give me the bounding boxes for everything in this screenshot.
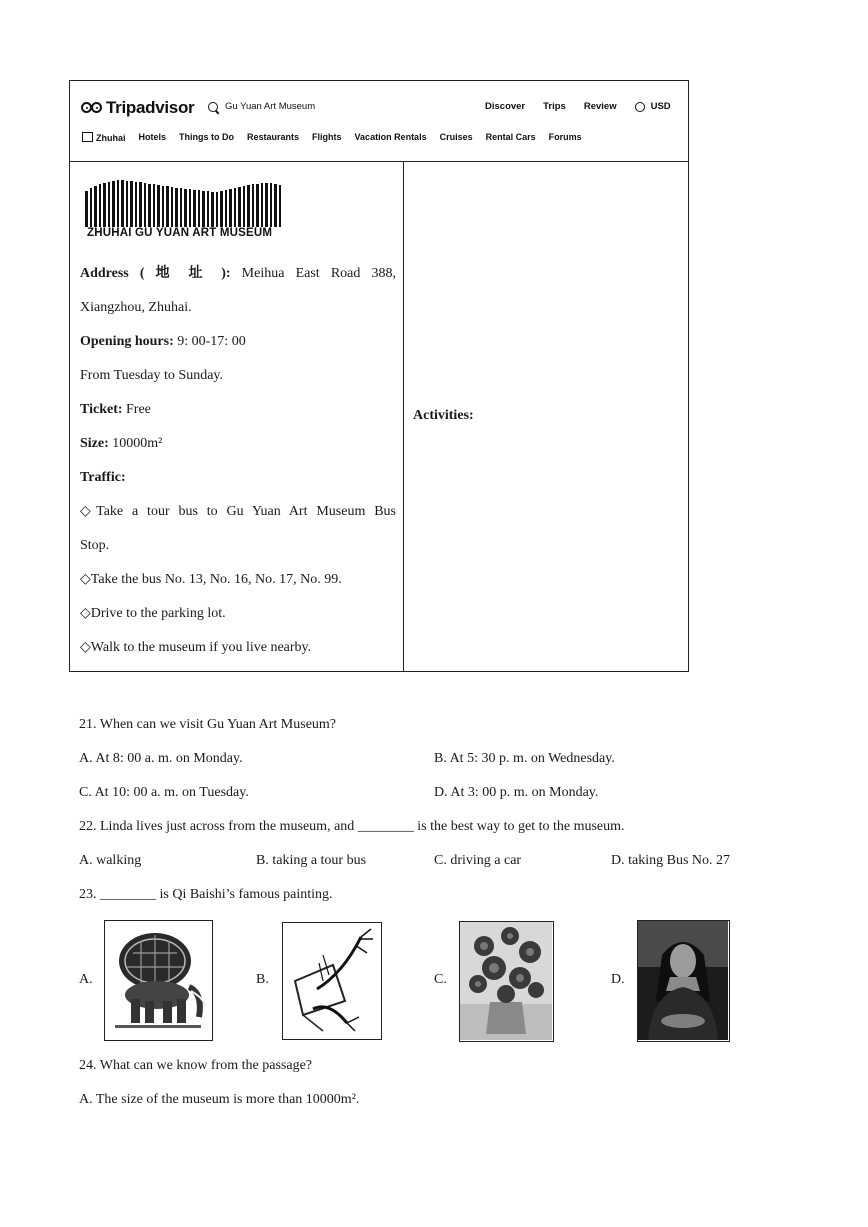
- nav-forums[interactable]: Forums: [548, 132, 582, 142]
- traffic-item-4: ◇Walk to the museum if you live nearby.: [80, 640, 312, 655]
- traffic-label-text: Traffic:: [80, 470, 126, 485]
- question-24: 24. What can we know from the passage?: [79, 1058, 312, 1073]
- q23-option-d-label: D.: [611, 972, 625, 987]
- brand-name: Tripadvisor: [106, 98, 195, 117]
- address-line-2: Xiangzhou, Zhuhai.: [80, 300, 192, 315]
- q21-option-c: C. At 10: 00 a. m. on Tuesday.: [79, 785, 249, 800]
- hours-label: Opening hours:: [80, 334, 174, 349]
- link-discover[interactable]: Discover: [485, 101, 526, 112]
- link-review[interactable]: Review: [583, 101, 617, 112]
- top-links: [485, 101, 689, 112]
- size-label: Size:: [80, 436, 109, 451]
- q23-image-b: [282, 922, 382, 1040]
- q23-image-a: [104, 920, 213, 1041]
- address-label: Address ( 地 址 ):: [80, 266, 231, 281]
- owl-icon: [81, 97, 103, 119]
- museum-logo-text: ZHUHAI GU YUAN ART MUSEUM: [87, 227, 273, 239]
- search-box[interactable]: [208, 101, 315, 112]
- address-value: Meihua East Road 388,: [230, 266, 396, 281]
- q22-option-a: A. walking: [79, 853, 142, 868]
- traffic-item-1: ◇Take a tour bus to Gu Yuan Art Museum Bus: [80, 504, 396, 519]
- q24-option-a: A. The size of the museum is more than 10000m².: [79, 1092, 360, 1107]
- tripadvisor-logo[interactable]: [81, 97, 194, 119]
- nav-restaurants[interactable]: Restaurants: [247, 132, 300, 142]
- q23-image-d: [637, 920, 730, 1042]
- question-23: 23. ________ is Qi Baishi’s famous painting.: [79, 887, 333, 902]
- turtle-elephant-image: [105, 921, 211, 1039]
- q23-option-c-label: C.: [434, 972, 447, 987]
- days-line: From Tuesday to Sunday.: [80, 368, 224, 383]
- question-22: 22. Linda lives just across from the museum, and ________ is the best way to get to the museum.: [79, 819, 625, 834]
- shrimp-painting-image: [283, 923, 380, 1038]
- museum-logo: [80, 179, 285, 245]
- activities-label: Activities:: [413, 408, 474, 423]
- search-text: Gu Yuan Art Museum: [225, 101, 316, 112]
- question-21: 21. When can we visit Gu Yuan Art Museum?: [79, 717, 337, 732]
- q23-option-b-label: B.: [256, 972, 269, 987]
- nav-zhuhai[interactable]: [82, 132, 126, 143]
- traffic-label: [80, 461, 396, 495]
- museum-info-table: [69, 80, 689, 672]
- column-divider: [403, 161, 404, 671]
- hours-value: 9: 00-17: 00: [173, 334, 246, 349]
- size-value: 10000m²: [108, 436, 163, 451]
- currency-selector[interactable]: USD: [650, 101, 671, 112]
- mona-lisa-image: [638, 921, 728, 1040]
- globe-icon[interactable]: [635, 102, 645, 112]
- q21-option-d: D. At 3: 00 p. m. on Monday.: [434, 785, 599, 800]
- hours-line: [80, 325, 396, 359]
- sunflowers-image: [460, 922, 552, 1040]
- search-icon: [208, 102, 218, 112]
- building-icon: [82, 132, 93, 142]
- q23-image-c: [459, 921, 554, 1042]
- nav-rental-cars[interactable]: Rental Cars: [485, 132, 536, 142]
- q21-option-a: A. At 8: 00 a. m. on Monday.: [79, 751, 243, 766]
- nav-things-to-do[interactable]: Things to Do: [179, 132, 235, 142]
- q22-option-d: D. taking Bus No. 27: [611, 853, 730, 868]
- museum-info: [80, 179, 396, 665]
- q22-option-b: B. taking a tour bus: [256, 853, 367, 868]
- ticket-label: Ticket:: [80, 402, 123, 417]
- nav-flights[interactable]: Flights: [312, 132, 342, 142]
- nav-hotels[interactable]: Hotels: [138, 132, 167, 142]
- link-trips[interactable]: Trips: [543, 101, 566, 112]
- category-nav: [82, 132, 595, 143]
- traffic-item-1-cont: Stop.: [80, 538, 110, 553]
- ticket-line: [80, 393, 396, 427]
- nav-zhuhai-label: Zhuhai: [96, 133, 126, 143]
- address-line: [80, 257, 396, 291]
- q23-option-a-label: A.: [79, 972, 93, 987]
- nav-vacation-rentals[interactable]: Vacation Rentals: [354, 132, 427, 142]
- museum-logo-graphic: [84, 179, 284, 229]
- traffic-item-2: ◇Take the bus No. 13, No. 16, No. 17, No. 99.: [80, 572, 342, 587]
- ticket-value: Free: [122, 402, 151, 417]
- tripadvisor-header: [70, 81, 688, 162]
- size-line: [80, 427, 396, 461]
- info-lines: [80, 257, 396, 665]
- traffic-item-3: ◇Drive to the parking lot.: [80, 606, 226, 621]
- q22-option-c: C. driving a car: [434, 853, 522, 868]
- nav-cruises[interactable]: Cruises: [439, 132, 473, 142]
- q21-option-b: B. At 5: 30 p. m. on Wednesday.: [434, 751, 615, 766]
